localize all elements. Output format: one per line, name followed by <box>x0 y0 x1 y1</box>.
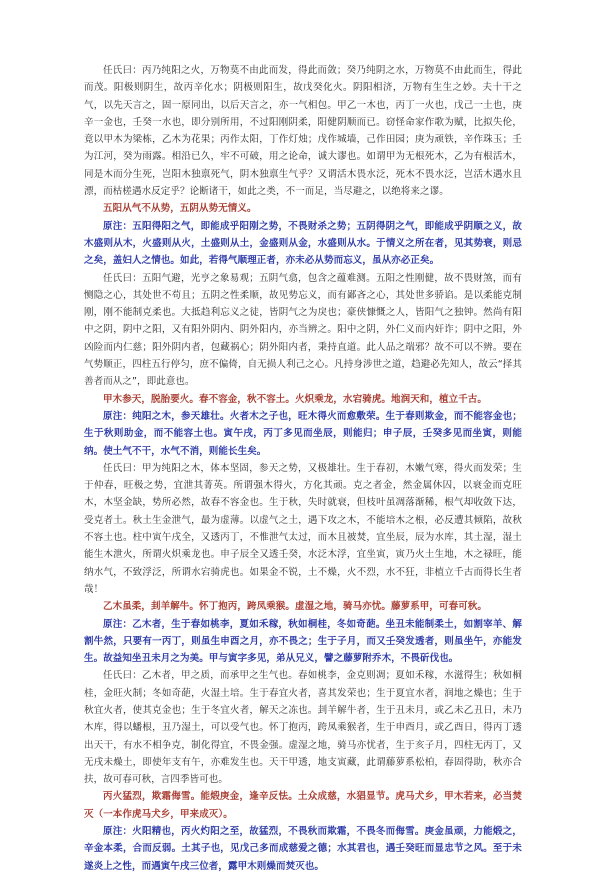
paragraph-classic-verse: 甲木参天，脱胎要火。春不容金，秋不容土。火炽乘龙，水宕骑虎。地润天和，植立千古。 <box>103 393 488 405</box>
paragraph-ren-commentary: 任氏曰：丙乃纯阳之火，万物莫不由此而发，得此而敛；癸乃纯阴之水，万物莫不由此而生，得此而茂。阳极则阴生，故丙辛化水；阴极则阳生，故戊癸化火。阴阳相济，万物有生生之妙。夫十干之气，以先天言之，固一原同出，以后天言之，亦一气相包。甲乙一木也，丙丁一火也，戊己一土也，庚辛一金也，壬癸一水也，即分别所用，不过阳刚阴柔，阳健阴顺而已。窃怪命家作歌为赋，比拟失伦，竟以甲木为梁栋，乙木为花果；丙作太阳，丁作灯烛；戊作城墙，己作田园；庚为顽铁，辛作珠玉；壬为江河，癸为雨露。相沿已久，牢不可破，用之论命，诚大谬也。如谓甲为无根死木，乙为有根活木，同是木而分生死，岂阳木独禀死气，阴木独禀生气乎？又谓活木畏水泛，死木不畏水泛，岂活木遇水且漂，而枯槎遇水反定乎？论断诸干，如此之类，不一而足，当尽避之，以绝将来之谬。 <box>84 65 522 198</box>
paragraph-original-note: 原注：火阳精也，丙火灼阳之至，故猛烈，不畏秋而欺霜，不畏冬而侮雪。庚金虽顽，力能煅之，辛金本柔，合而反弱。土其子也，见戊己多而成慈爱之德；水其君也，遇壬癸旺而显忠节之风。至于未遂炎上之性，而遇寅午戌三位者，露甲木则燥而焚灭也。 <box>84 826 522 872</box>
paragraph-original-note: 原注：五阳得阳之气，即能成乎阳刚之势，不畏财杀之势；五阴得阴之气，即能成乎阴顺之义，故木盛则从木，火盛则从火，土盛则从土，金盛则从金，水盛则从水。于情义之所在者，见其势衰，则忌之矣，盖妇人之情也。如此，若得气顺理正者，亦未必从势而忘义，虽从亦必正矣。 <box>84 220 522 267</box>
document-body <box>84 62 522 875</box>
paragraph-original-note: 原注：乙木者，生于春如桃李，夏如禾稼，秋如桐桂，冬如奇葩。坐丑未能制柔土，如割宰羊、解割牛然，只要有一丙丁，则虽生申酉之月，亦不畏之；生于子月，而又壬癸发透者，则虽坐午，亦能发生。故益知坐丑未月之为美。甲与寅字多见，弟从兄义，譬之藤萝附乔木，不畏斫伐也。 <box>84 618 522 665</box>
paragraph-ren-commentary: 任氏曰：甲为纯阳之木，体本坚固，参天之势，又极雄壮。生于春初，木嫩气寒，得火而发荣；生于仲春，旺极之势，宜泄其菁英。所谓强木得火，方化其顽。克之者金，然金属休囚，以衰金而克旺木，木坚金缺，势所必然，故春不容金也。生于秋，失时就衰，但枝叶虽凋落渐稀，根气却收敛下达，受克者土。秋土生金泄气，最为虚薄。以虚气之土，遇下攻之木，不能培木之根，必反遭其倾陷，故秋不容土也。柱中寅午戌全，又透丙丁，不惟泄气太过，而木且被焚，宜坐辰，辰为水库，其土湿，湿土能生木泄火，所谓火炽乘龙也。申子辰全又透壬癸，水泛木浮，宜坐寅，寅乃火土生地，木之禄旺，能纳水气，不致浮泛，所谓水宕骑虎也。如果金不锐，土不燥，火不烈，水不狂，非植立千古而得长生者哉！ <box>84 462 522 595</box>
paragraph-classic-verse: 乙木虽柔，刲羊解牛。怀丁抱丙，跨凤乘猴。虚湿之地，骑马亦忧。藤萝系甲，可春可秋。 <box>103 601 488 613</box>
paragraph-classic-verse: 丙火猛烈，欺霜侮雪。能煅庚金，逢辛反怯。土众成慈，水猖显节。虎马犬乡，甲木若来，必当焚灭（一本作虎马犬乡，甲来成灭）。 <box>84 791 522 820</box>
paragraph-original-note: 原注：纯阳之木，参天雄壮。火者木之子也，旺木得火而愈敷荣。生于春则欺金，而不能容金也；生于秋则助金，而不能容土也。寅午戌，丙丁多见而坐辰，则能归；申子辰，壬癸多见而坐寅，则能纳。使土气不干，水气不消，则能长生矣。 <box>84 410 522 457</box>
paragraph-ren-commentary: 任氏曰：乙木者，甲之质，而承甲之生气也。春如桃李，金克则凋；夏如禾稼，水滋得生；秋如桐桂，金旺火制；冬如奇葩，火湿土培。生于春宜火者，喜其发荣也；生于夏宜水者，润地之燥也；生于秋宜火者，使其克金也；生于冬宜火者，解天之冻也。刲羊解牛者，生于丑未月，或乙未乙丑日，未乃木库，得以蟠根，丑乃湿土，可以受气也。怀丁抱丙，跨凤乘猴者，生于申酉月，或乙酉日，得丙丁透出天干，有水不相争克，制化得宜，不畏金强。虚湿之地，骑马亦忧者，生于亥子月，四柱无丙丁，又无戌未燥土，即使年支有午，亦难发生也。天干甲透，地支寅藏，此谓藤萝系松柏，春固得助，秋亦合扶，故可春可秋，言四季皆可也。 <box>84 670 522 786</box>
paragraph-classic-verse: 五阳从气不从势，五阴从势无情义。 <box>103 203 257 215</box>
paragraph-ren-commentary: 任氏曰：五阳气避，光亨之象易观；五阴气翕，包含之蕴难测。五阳之性刚健，故不畏财煞，而有恻隐之心，其处世不苟且；五阴之性柔顺，故见势忘义，而有鄙吝之心，其处世多骄谄。是以柔能克制刚，刚不能制克柔也。大抵趋利忘义之徒，皆阴气之为戾也；豪侠慷慨之人，皆阳气之独钟。然尚有阳中之阴，阴中之阳，又有阳外阴内、阴外阳内，亦当辨之。阳中之阴，外仁义而内奸诈；阴中之阳，外凶险而内仁慈；阳外阴内者，包藏祸心；阴外阳内者，秉持直道。此人品之端邪？故不可以不辨。要在气势顺正，四柱五行停匀，庶不偏倚，自无损人利己之心。凡持身涉世之道，趋避必先知人，故云“择其善者而从之”，即此意也。 <box>84 272 522 388</box>
